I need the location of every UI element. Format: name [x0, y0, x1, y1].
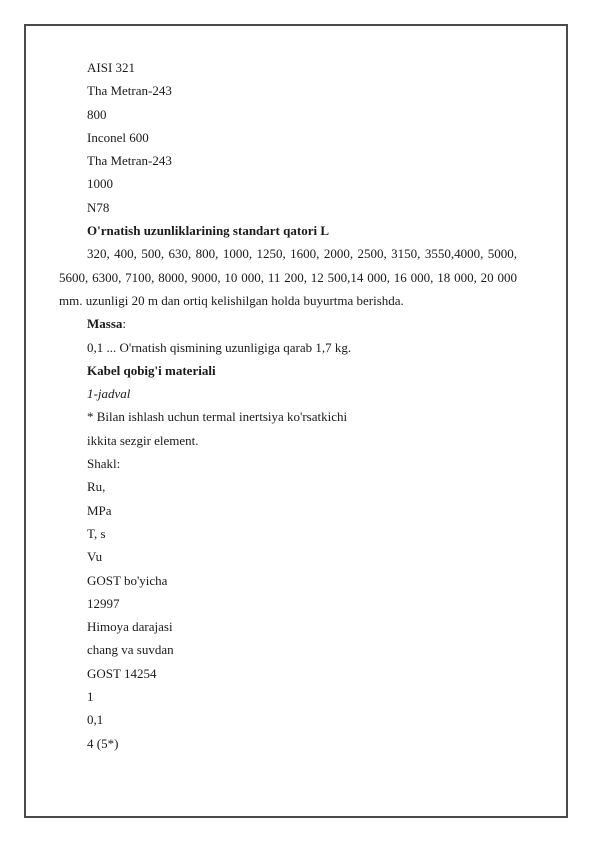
text-line: Himoya darajasi — [87, 619, 173, 635]
text-line: T, s — [87, 525, 106, 541]
text-line: ikkita sezgir element. — [87, 432, 199, 448]
text-line: chang va suvdan — [87, 642, 174, 658]
text-line: Tha Metran-243 — [87, 153, 172, 169]
cable-heading: Kabel qobig'i materiali — [87, 362, 216, 378]
text-line: * Bilan ishlash uchun termal inertsiya ko'rsatkichi — [87, 409, 348, 425]
length-series-paragraph: 320, 400, 500, 630, 800, 1000, 1250, 1600, 2000, 2500, 3150, 3550,4000, 5000, 5600, 6300, 7100, 8000, 9000, 10 000, 11 200, 12 500,14 000, 16 000, 18 000, 20 000 mm. uzunligi 20 m dan ortiq kelishilgan holda buyurtma berishda. — [59, 246, 517, 308]
text-line: 4 (5*) — [87, 735, 119, 751]
mass-colon: : — [122, 316, 127, 332]
table-caption: 1-jadval — [87, 386, 131, 402]
text-line: 1 — [87, 689, 94, 705]
text-line: 800 — [87, 106, 107, 122]
text-line: MPa — [87, 502, 112, 518]
text-line: GOST 14254 — [87, 665, 157, 681]
text-line: Shakl: — [87, 456, 121, 472]
text-line: 1000 — [87, 176, 113, 192]
length-series-heading: O'rnatish uzunliklarining standart qatori L — [87, 223, 329, 239]
document-page — [24, 24, 568, 818]
text-line: AISI 321 — [87, 60, 136, 75]
text-line: Inconel 600 — [87, 129, 149, 145]
mass-label: Massa — [87, 316, 123, 332]
text-line: 12997 — [87, 595, 120, 611]
text-line: GOST bo'yicha — [87, 572, 168, 588]
text-line: Tha Metran-243 — [87, 83, 172, 99]
text-line: Ru, — [87, 479, 106, 495]
mass-text: 0,1 ... O'rnatish qismining uzunligiga qarab 1,7 kg. — [87, 339, 352, 355]
text-line: 0,1 — [87, 712, 104, 728]
text-line: Vu — [87, 549, 103, 565]
text-line: N78 — [87, 199, 110, 215]
document-content — [59, 56, 545, 755]
mass-line — [87, 312, 545, 335]
